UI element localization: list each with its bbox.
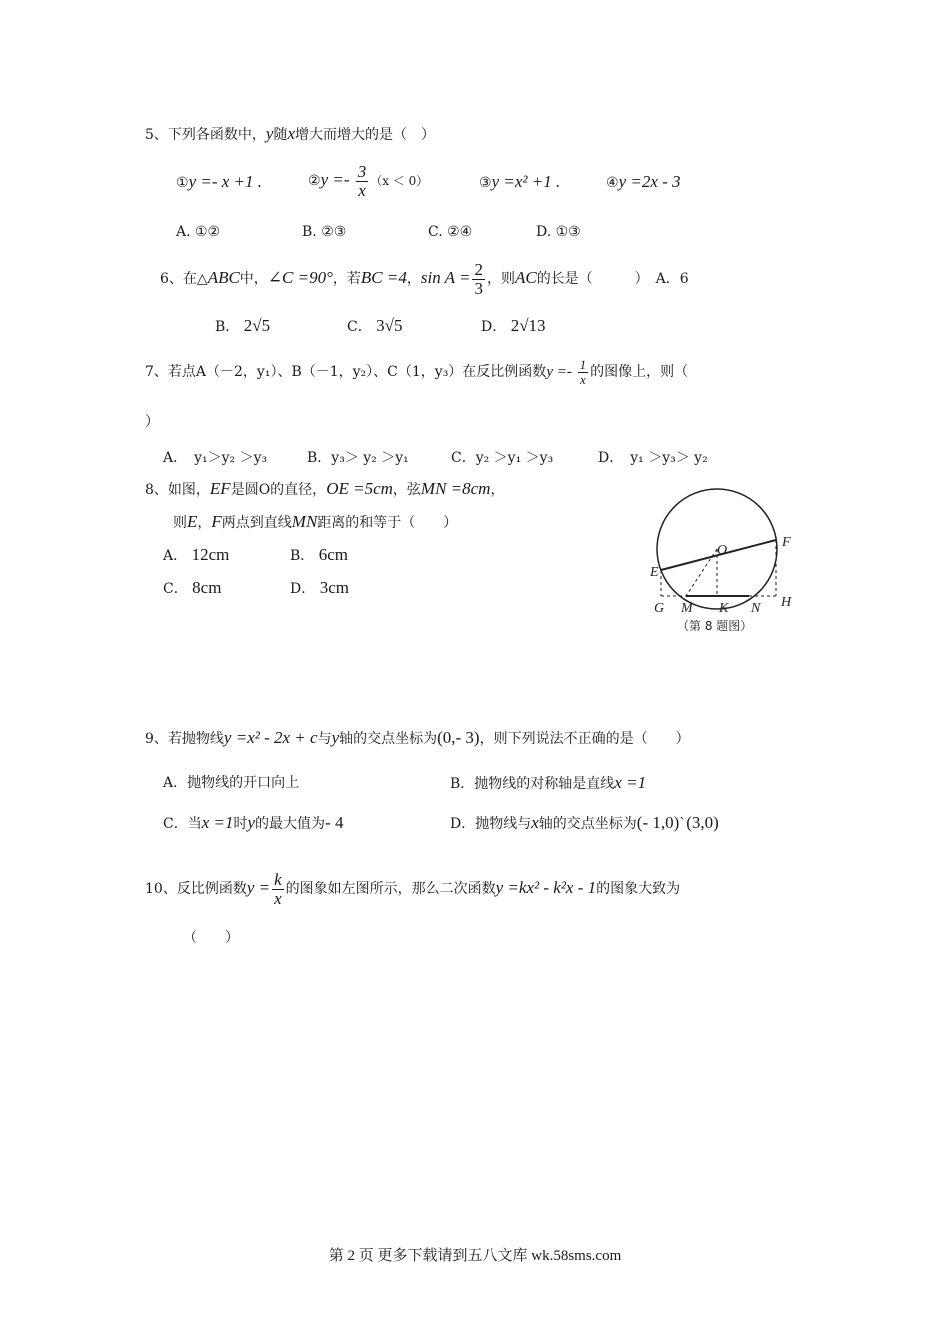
q8-option-d: D． 3cm <box>290 578 349 597</box>
q5-fraction: $\frac{3}{x}$ <box>357 161 367 200</box>
q5-item-4: ④y =2x - 3 <box>606 172 681 191</box>
page-footer: 第 2 页 更多下载请到五八文库 wk.58sms.com <box>328 1248 622 1264</box>
q9-option-a: A．抛物线的开口向上 <box>163 775 300 791</box>
label-n: N <box>751 601 761 616</box>
q10-answer-paren: （ ） <box>183 930 239 946</box>
q5-option-a: A. ①② <box>176 224 221 240</box>
q7-stem-close: ） <box>145 414 159 430</box>
q10-stem: 10、反比例函数y = $\frac{k}{x}$ 的图象如左图所示，那么二次函数y =kx² - k²x - 1的图象大致为 <box>145 869 681 908</box>
label-o: O <box>717 543 728 558</box>
label-m: M <box>681 601 693 616</box>
label-e: E <box>650 565 659 580</box>
segment-om <box>686 549 717 596</box>
q6-option-b: B． 2√5 <box>215 316 271 335</box>
q6-fraction: $\frac{2}{3}$ <box>474 259 483 298</box>
q7-option-c: C．y₂ ＞y₁ ＞y₃ <box>451 450 554 466</box>
q5-item-1: ①y =- x +1 . <box>176 172 263 191</box>
q6-option-c: C． 3√5 <box>347 316 403 335</box>
label-g: G <box>654 601 665 616</box>
q7-option-b: B．y₃＞ y₂ ＞y₁ <box>307 450 409 466</box>
q5-item-3: ③y =x² +1 . <box>479 172 561 191</box>
q8-option-c: C． 8cm <box>163 578 222 597</box>
q5-stem: 5、下列各函数中，y随x增大而增大的是（ ） <box>145 124 436 143</box>
label-f: F <box>782 535 791 550</box>
q5-option-d: D. ①③ <box>536 224 581 240</box>
q6-stem: 6、在△ABC中，∠C =90°，若BC =4，sin A = $\frac{2}{3}$ ，则AC的长是（ ） A．6 <box>160 259 689 298</box>
q7-fraction: $\frac{1}{x}$ <box>579 356 587 387</box>
q8-stem-line2: 则E，F两点到直线MN距离的和等于（ ） <box>173 512 458 531</box>
q8-option-b: B． 6cm <box>290 545 349 564</box>
q9-option-c: C．当x =1时y的最大值为- 4 <box>163 813 344 832</box>
q7-option-d: D． y₁ ＞y₃＞ y₂ <box>598 450 708 466</box>
q9-stem: 9、若抛物线y =x² - 2x + c与y轴的交点坐标为(0,- 3)，则下列说法不正确的是（ ） <box>145 728 690 747</box>
q5-item-2: ②y =- $\frac{3}{x}$ （x ＜ 0） <box>308 161 429 200</box>
q8-stem: 8、如图，EF是圆O的直径，OE =5cm，弦MN =8cm， <box>145 479 505 498</box>
q5-option-c: C. ②④ <box>428 224 473 240</box>
q7-option-a: A． y₁＞y₂ ＞y₃ <box>163 450 268 466</box>
q8-option-a: A． 12cm <box>163 545 230 564</box>
q9-option-b: B．抛物线的对称轴是直线x =1 <box>450 773 647 792</box>
figure-caption: （第 8 题图） <box>677 619 753 633</box>
q8-circle-figure <box>630 478 810 638</box>
q9-option-d: D．抛物线与x轴的交点坐标为(- 1,0)`(3,0) <box>450 813 719 832</box>
label-k: K <box>719 601 729 616</box>
q6-option-d: D． 2√13 <box>481 316 546 335</box>
q7-stem: 7、若点A（－2，y₁）、B（－1，y₂）、C（1，y₃）在反比例函数y =- $\frac{1}{x}$ 的图像上，则（ <box>145 356 689 387</box>
q10-fraction: $\frac{k}{x}$ <box>274 869 282 908</box>
q5-option-b: B. ②③ <box>302 224 347 240</box>
label-h: H <box>781 595 792 610</box>
